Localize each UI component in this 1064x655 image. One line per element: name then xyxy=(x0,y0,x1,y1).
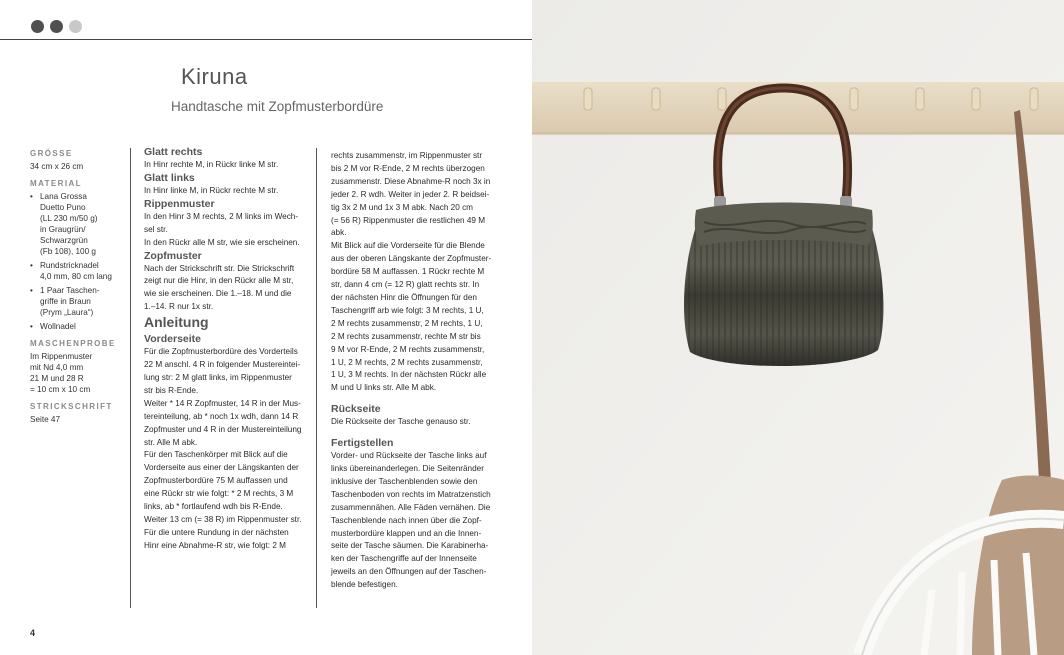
text-zopfmuster: Nach der Strickschrift str. Die Strickschrift zeigt nur die Hinr, in den Rückr alle M str, wie sie erscheinen. Die 1.–18. M und die 1.–14. R nur 1x str. xyxy=(144,263,295,312)
page-subtitle: Handtasche mit Zopfmusterbordüre xyxy=(171,99,384,114)
material-item: • Rundstricknadel 4,0 mm, 80 cm lang xyxy=(30,260,125,282)
strickschrift-value: Seite 47 xyxy=(30,415,61,424)
material-list xyxy=(30,191,125,332)
dot-2 xyxy=(50,20,63,33)
heading-rueckseite: Rückseite xyxy=(331,403,381,416)
column-divider-1 xyxy=(130,148,131,608)
material-item: • Lana Grossa Duetto Puno (LL 230 m/50 g) in Graugrün/ Schwarzgrün (Fb 108), 100 g xyxy=(30,191,125,257)
strickschrift-label: STRICKSCHRIFT xyxy=(30,402,113,411)
text-glatt-links: In Hinr linke M, in Rückr rechte M str. xyxy=(144,185,279,195)
groesse-value: 34 cm x 26 cm xyxy=(30,162,84,171)
maschenprobe-value: Im Rippenmuster mit Nd 4,0 mm 21 M und 28 R = 10 cm x 10 cm xyxy=(30,352,93,394)
heading-anleitung: Anleitung xyxy=(144,314,209,331)
maschenprobe-label: MASCHENPROBE xyxy=(30,339,116,348)
text-rippenmuster: In den Hinr 3 M rechts, 2 M links im Wech- sel str. In den Rückr alle M str, wie sie erscheinen. xyxy=(144,211,300,247)
heading-rippenmuster: Rippenmuster xyxy=(144,197,215,210)
handbag-photo xyxy=(532,0,1064,655)
header-rule xyxy=(0,39,532,40)
heading-vorderseite: Vorderseite xyxy=(144,333,201,346)
text-vorderseite: Für die Zopfmusterbordüre des Vorderteils 22 M anschl. 4 R in folgender Mustereintei- lung str: 2 M glatt links, im Rippenmuster str bis R-Ende. Weiter * 14 R Zopfmuster, 14 R in der Mus- tereinteilung, ab * noch 1x wdh, dann 14 R Zopfmuster und 4 R in der Mustereinteilung str. Alle M abk. Für den Taschenkörper mit Blick auf die Vorderseite aus einer der Längskanten der Zopfmusterbordüre 75 M auffassen und eine Rückr str wie folgt: * 2 M rechts, 3 M links, ab * fortlaufend wdh bis R-Ende. Weiter 13 cm (= 38 R) im Rippenmuster str. Für die untere Rundung in der nächsten Hinr eine Abnahme-R str, wie folgt: 2 M xyxy=(144,347,302,550)
heading-zopfmuster: Zopfmuster xyxy=(144,249,202,262)
text-rueckseite: Die Rückseite der Tasche genauso str. xyxy=(331,417,471,427)
materials-sidebar xyxy=(30,148,125,425)
material-item: • 1 Paar Taschen- griffe in Braun (Prym „Laura“) xyxy=(30,285,125,318)
heading-glatt-links: Glatt links xyxy=(144,171,195,184)
instructions-column-2 xyxy=(331,150,521,592)
heading-glatt-rechts: Glatt rechts xyxy=(144,146,203,158)
material-label: MATERIAL xyxy=(30,179,82,188)
material-item: • Wollnadel xyxy=(30,321,125,332)
text-glatt-rechts: In Hinr rechte M, in Rückr linke M str. xyxy=(144,160,279,169)
heading-fertigstellen: Fertigstellen xyxy=(331,437,394,450)
text-vorderseite-continued: rechts zusammenstr, im Rippenmuster str bis 2 M vor R-Ende, 2 M rechts überzogen zusammenstr. Diese Abnahme-R noch 3x in jeder 2. R wdh. Weiter in jeder 2. R beidsei- tig 3x 2 M und 1x 3 M abk. Nach 20 cm (= 56 R) Rippenmuster die restlichen 49 M abk. Mit Blick auf die Vorderseite für die Blende aus der oberen Längskante der Zopfmuster- bordüre 58 M auffassen. 1 Rückr rechte M str, dann 4 cm (= 12 R) glatt rechts str. In der nächsten Hinr die Öffnungen für den Taschengriff arb wie folgt: 3 M rechts, 1 U, 2 M rechts zusammenstr, 2 M rechts, 1 U, 2 M rechts zusammenstr, rechte M str bis 9 M vor R-Ende, 2 M rechts zusammenstr, 1 U, 2 M rechts, 2 M rechts zusammenstr, 1 U, 3 M rechts. In der nächsten Rückr alle M und U links str. Alle M abk. xyxy=(331,151,492,393)
photo-page xyxy=(532,0,1064,655)
text-fertigstellen: Vorder- und Rückseite der Tasche links auf links übereinanderlegen. Die Seitenränder inklusive der Taschenblenden sowie den Taschenboden von rechts im Matratzenstich zusammennähen. Alle Fäden vernähen. Die Taschenblende nach innen über die Zopf- musterbordüre klappen und an die Innen- seite der Tasche säumen. Die Karabinerha- ken der Taschengriffe auf der Innenseite jeweils an den Öffnungen auf der Taschen- blende befestigen. xyxy=(331,451,491,590)
groesse-label: GRÖSSE xyxy=(30,149,73,158)
page-number: 4 xyxy=(30,628,36,638)
instructions-column-1 xyxy=(144,146,312,553)
page-title: Kiruna xyxy=(181,64,248,89)
dot-3 xyxy=(69,20,82,33)
dot-1 xyxy=(31,20,44,33)
section-dots xyxy=(31,20,82,33)
column-divider-2 xyxy=(316,148,317,608)
